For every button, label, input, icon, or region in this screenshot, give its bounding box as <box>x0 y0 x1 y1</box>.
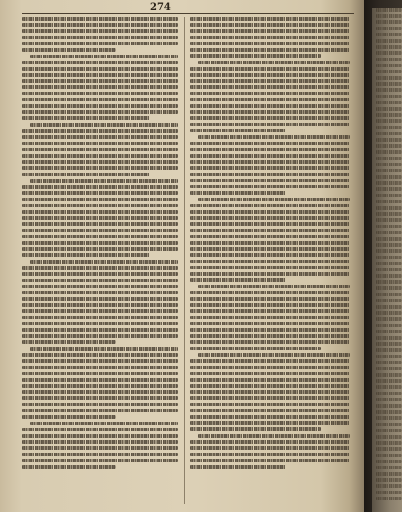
illegible-text-line <box>190 340 350 344</box>
adjacent-page-line <box>376 113 402 117</box>
illegible-text-line <box>190 73 350 77</box>
adjacent-page-line <box>376 361 402 365</box>
illegible-text-line <box>190 260 350 264</box>
adjacent-page-line <box>376 280 402 284</box>
adjacent-page-line <box>376 132 402 136</box>
text-block-placeholder <box>190 135 350 194</box>
adjacent-page-line <box>376 466 402 470</box>
adjacent-page-edge <box>372 8 402 512</box>
illegible-text-line <box>190 48 350 52</box>
adjacent-page-line <box>376 243 402 247</box>
illegible-text-line <box>190 241 350 245</box>
column-divider <box>184 17 185 504</box>
illegible-text-line <box>22 415 116 419</box>
text-block-placeholder <box>190 285 350 350</box>
text-block-placeholder <box>190 353 350 431</box>
text-block-placeholder <box>22 17 178 52</box>
illegible-text-line <box>190 154 350 158</box>
adjacent-page-line <box>376 324 402 328</box>
illegible-text-line <box>22 92 178 96</box>
illegible-text-line <box>190 272 350 276</box>
illegible-text-line <box>190 92 350 96</box>
illegible-text-line <box>22 229 178 233</box>
illegible-text-line <box>22 216 178 220</box>
illegible-text-line <box>190 23 350 27</box>
adjacent-page-line <box>376 58 402 62</box>
illegible-text-line <box>30 347 178 351</box>
illegible-text-line <box>22 403 178 407</box>
illegible-text-line <box>22 42 178 46</box>
adjacent-page-line <box>376 163 402 167</box>
adjacent-page-line <box>376 95 402 99</box>
illegible-text-line <box>22 29 178 33</box>
illegible-text-line <box>190 216 350 220</box>
illegible-text-line <box>22 372 178 376</box>
illegible-text-line <box>22 291 178 295</box>
adjacent-page-line <box>376 181 402 185</box>
adjacent-page-line <box>376 484 402 488</box>
illegible-text-line <box>30 123 178 127</box>
illegible-text-line <box>190 322 350 326</box>
adjacent-page-line <box>376 460 402 464</box>
adjacent-page-line <box>376 478 402 482</box>
illegible-text-line <box>190 110 350 114</box>
illegible-text-line <box>22 340 116 344</box>
illegible-text-line <box>198 353 350 357</box>
illegible-text-line <box>22 235 178 239</box>
illegible-text-line <box>22 384 178 388</box>
illegible-text-line <box>22 85 178 89</box>
illegible-text-line <box>22 253 150 257</box>
illegible-text-line <box>190 359 350 363</box>
illegible-text-line <box>190 347 321 351</box>
illegible-text-line <box>22 446 178 450</box>
illegible-text-line <box>198 198 350 202</box>
adjacent-page-line <box>376 27 402 31</box>
illegible-text-line <box>22 434 178 438</box>
adjacent-page-line <box>376 126 402 130</box>
adjacent-page-line <box>376 274 402 278</box>
adjacent-page-line <box>376 429 402 433</box>
illegible-text-line <box>190 222 350 226</box>
adjacent-page-line <box>376 348 402 352</box>
illegible-text-line <box>22 272 178 276</box>
illegible-text-line <box>190 390 350 394</box>
adjacent-page-line <box>376 373 402 377</box>
illegible-text-line <box>190 129 286 133</box>
adjacent-page-line <box>376 194 402 198</box>
adjacent-page-line <box>376 355 402 359</box>
adjacent-page-line <box>376 311 402 315</box>
adjacent-page-line <box>376 88 402 92</box>
illegible-text-line <box>30 179 178 183</box>
adjacent-page-line <box>376 212 402 216</box>
illegible-text-line <box>190 116 350 120</box>
illegible-text-line <box>22 453 178 457</box>
adjacent-page-line <box>376 293 402 297</box>
illegible-text-line <box>190 303 350 307</box>
illegible-text-line <box>190 229 350 233</box>
adjacent-page-line <box>376 262 402 266</box>
illegible-text-line <box>22 303 178 307</box>
adjacent-page-line <box>376 8 402 12</box>
illegible-text-line <box>22 48 116 52</box>
illegible-text-line <box>22 116 150 120</box>
illegible-text-line <box>190 396 350 400</box>
text-block-placeholder <box>22 260 178 344</box>
illegible-text-line <box>22 98 178 102</box>
illegible-text-line <box>190 173 350 177</box>
adjacent-page-line <box>376 379 402 383</box>
illegible-text-line <box>190 440 350 444</box>
adjacent-page-line <box>376 45 402 49</box>
adjacent-page-line <box>376 398 402 402</box>
adjacent-page-line <box>376 200 402 204</box>
illegible-text-line <box>22 135 178 139</box>
adjacent-page-line <box>376 454 402 458</box>
illegible-text-line <box>190 266 350 270</box>
illegible-text-line <box>190 142 350 146</box>
illegible-text-line <box>22 61 178 65</box>
illegible-text-line <box>22 204 178 208</box>
illegible-text-line <box>22 17 178 21</box>
adjacent-page-line <box>376 33 402 37</box>
adjacent-page-line <box>376 82 402 86</box>
adjacent-page-line <box>376 491 402 495</box>
left-text-column <box>22 17 178 506</box>
adjacent-page-line <box>376 305 402 309</box>
adjacent-page-line <box>376 218 402 222</box>
adjacent-page-line <box>376 336 402 340</box>
illegible-text-line <box>22 173 150 177</box>
adjacent-page-line <box>376 404 402 408</box>
adjacent-page-line <box>376 416 402 420</box>
illegible-text-line <box>190 148 350 152</box>
illegible-text-line <box>22 36 178 40</box>
illegible-text-line <box>190 123 350 127</box>
illegible-text-line <box>190 204 350 208</box>
illegible-text-line <box>190 179 350 183</box>
adjacent-page-line <box>376 497 402 501</box>
adjacent-page-line <box>376 64 402 68</box>
text-block-placeholder <box>22 55 178 120</box>
adjacent-page-line <box>376 367 402 371</box>
illegible-text-line <box>22 465 116 469</box>
adjacent-page-line <box>376 423 402 427</box>
adjacent-page-line <box>376 286 402 290</box>
adjacent-page-line <box>376 76 402 80</box>
illegible-text-line <box>190 210 350 214</box>
text-block-placeholder <box>190 61 350 133</box>
adjacent-page-line <box>376 144 402 148</box>
illegible-text-line <box>190 415 350 419</box>
illegible-text-line <box>190 166 350 170</box>
illegible-text-line <box>22 73 178 77</box>
illegible-text-line <box>22 160 178 164</box>
illegible-text-line <box>190 191 286 195</box>
adjacent-page-line <box>376 410 402 414</box>
illegible-text-line <box>22 142 178 146</box>
illegible-text-line <box>190 372 350 376</box>
illegible-text-line <box>190 291 350 295</box>
illegible-text-line <box>198 61 350 65</box>
adjacent-page-line <box>376 150 402 154</box>
header-rule <box>22 13 354 14</box>
adjacent-page-line <box>376 231 402 235</box>
page-number: 274 <box>150 2 171 13</box>
illegible-text-line <box>190 278 286 282</box>
illegible-text-line <box>22 322 178 326</box>
illegible-text-line <box>22 79 178 83</box>
illegible-text-line <box>190 42 350 46</box>
illegible-text-line <box>22 285 178 289</box>
illegible-text-line <box>22 353 178 357</box>
illegible-text-line <box>190 36 350 40</box>
illegible-text-line <box>190 79 350 83</box>
adjacent-page-line <box>376 385 402 389</box>
illegible-text-line <box>190 453 350 457</box>
illegible-text-line <box>30 260 178 264</box>
illegible-text-line <box>190 29 350 33</box>
adjacent-page-line <box>376 225 402 229</box>
illegible-text-line <box>190 17 350 21</box>
illegible-text-line <box>22 378 178 382</box>
illegible-text-line <box>190 378 350 382</box>
illegible-text-line <box>22 309 178 313</box>
illegible-text-line <box>22 198 178 202</box>
illegible-text-line <box>22 328 178 332</box>
text-block-placeholder <box>22 347 178 419</box>
illegible-text-line <box>190 328 350 332</box>
illegible-text-line <box>30 422 178 426</box>
adjacent-page-line <box>376 256 402 260</box>
illegible-text-line <box>190 297 350 301</box>
adjacent-page-line <box>376 392 402 396</box>
illegible-text-line <box>22 222 178 226</box>
adjacent-page-line <box>376 441 402 445</box>
illegible-text-line <box>190 104 350 108</box>
illegible-text-line <box>22 390 178 394</box>
adjacent-page-line <box>376 169 402 173</box>
adjacent-page-line <box>376 330 402 334</box>
adjacent-page-line <box>376 20 402 24</box>
adjacent-page-line <box>376 317 402 321</box>
adjacent-page-line <box>376 101 402 105</box>
adjacent-page-line <box>376 435 402 439</box>
illegible-text-line <box>190 247 350 251</box>
illegible-text-line <box>22 166 178 170</box>
adjacent-page-line <box>376 268 402 272</box>
illegible-text-line <box>22 23 178 27</box>
illegible-text-line <box>190 54 321 58</box>
illegible-text-line <box>22 247 178 251</box>
text-block-placeholder <box>190 17 350 58</box>
illegible-text-line <box>22 334 178 338</box>
illegible-text-line <box>22 396 178 400</box>
illegible-text-line <box>22 366 178 370</box>
illegible-text-line <box>22 110 178 114</box>
adjacent-page-line <box>376 51 402 55</box>
illegible-text-line <box>22 428 178 432</box>
illegible-text-line <box>190 409 350 413</box>
adjacent-page-line <box>376 206 402 210</box>
illegible-text-line <box>22 104 178 108</box>
adjacent-page-line <box>376 237 402 241</box>
illegible-text-line <box>22 210 178 214</box>
adjacent-page-line <box>376 447 402 451</box>
illegible-text-line <box>198 285 350 289</box>
text-block-placeholder <box>190 434 350 469</box>
adjacent-page-line <box>376 119 402 123</box>
adjacent-page-line <box>376 14 402 18</box>
illegible-text-line <box>190 459 350 463</box>
adjacent-page-line <box>376 299 402 303</box>
illegible-text-line <box>22 241 178 245</box>
adjacent-page-line <box>376 70 402 74</box>
adjacent-page-line <box>376 472 402 476</box>
illegible-text-line <box>22 297 178 301</box>
adjacent-page-line <box>376 175 402 179</box>
text-block-placeholder <box>22 422 178 469</box>
adjacent-page-line <box>376 342 402 346</box>
illegible-text-line <box>190 384 350 388</box>
illegible-text-line <box>190 160 350 164</box>
right-text-column <box>190 17 350 506</box>
adjacent-page-line <box>376 157 402 161</box>
illegible-text-line <box>22 266 178 270</box>
illegible-text-line <box>190 446 350 450</box>
illegible-text-line <box>22 148 178 152</box>
illegible-text-line <box>190 403 350 407</box>
illegible-text-line <box>22 185 178 189</box>
adjacent-page-line <box>376 249 402 253</box>
illegible-text-line <box>22 154 178 158</box>
illegible-text-line <box>22 191 178 195</box>
adjacent-page-line <box>376 107 402 111</box>
illegible-text-line <box>190 309 350 313</box>
illegible-text-line <box>22 316 178 320</box>
illegible-text-line <box>190 253 350 257</box>
illegible-text-line <box>190 85 350 89</box>
text-block-placeholder <box>22 123 178 176</box>
adjacent-page-line <box>376 138 402 142</box>
illegible-text-line <box>22 440 178 444</box>
illegible-text-line <box>190 67 350 71</box>
illegible-text-line <box>190 185 350 189</box>
illegible-text-line <box>22 129 178 133</box>
text-block-placeholder <box>22 179 178 257</box>
illegible-text-line <box>190 427 321 431</box>
illegible-text-line <box>190 316 350 320</box>
illegible-text-line <box>190 465 286 469</box>
illegible-text-line <box>190 98 350 102</box>
text-block-placeholder <box>190 198 350 282</box>
illegible-text-line <box>22 409 178 413</box>
illegible-text-line <box>190 334 350 338</box>
illegible-text-line <box>22 279 178 283</box>
illegible-text-line <box>190 235 350 239</box>
illegible-text-line <box>198 135 350 139</box>
illegible-text-line <box>30 55 178 59</box>
adjacent-page-line <box>376 39 402 43</box>
illegible-text-line <box>190 421 350 425</box>
illegible-text-line <box>190 366 350 370</box>
illegible-text-line <box>22 359 178 363</box>
illegible-text-line <box>22 459 178 463</box>
illegible-text-line <box>198 434 350 438</box>
adjacent-page-line <box>376 187 402 191</box>
illegible-text-line <box>22 67 178 71</box>
